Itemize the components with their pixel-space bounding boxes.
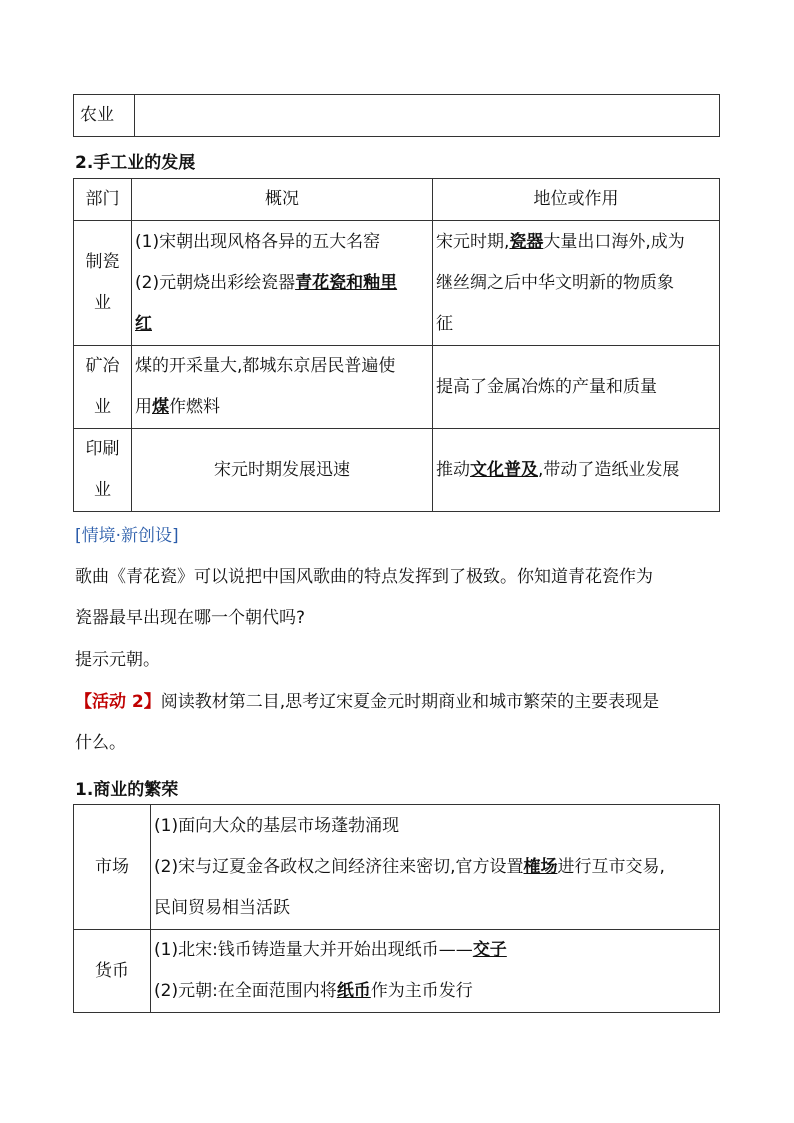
section-title-commerce: 1.商业的繁荣: [75, 780, 179, 800]
table-row: [74, 429, 720, 512]
header-overview: 概况: [132, 179, 433, 221]
table-row: [74, 805, 720, 930]
agriculture-content: [135, 95, 720, 137]
table-row: [74, 930, 720, 1013]
agriculture-table: [73, 94, 720, 137]
activity-line1: 【活动 2】阅读教材第二目,思考辽宋夏金元时期商业和城市繁荣的主要表现是: [75, 692, 660, 712]
currency-content: (1)北宋:钱币铸造量大并开始出现纸币——交子 (2)元朝:在全面范围内将纸币作为主币发行: [151, 930, 720, 1013]
overview-printing: 宋元时期发展迅速: [132, 429, 433, 512]
role-mining: 提高了金属冶炼的产量和质量: [433, 346, 720, 429]
activity-label: 【活动 2】: [75, 692, 161, 712]
header-dept: 部门: [74, 179, 132, 221]
handicraft-table: [73, 178, 720, 512]
overview-porcelain: (1)宋朝出现风格各异的五大名窑 (2)元朝烧出彩绘瓷器青花瓷和釉里 红: [132, 221, 433, 346]
role-printing: 推动文化普及,带动了造纸业发展: [433, 429, 720, 512]
table-row: [74, 221, 720, 346]
agriculture-label: 农业: [74, 95, 135, 137]
currency-label: 货币: [74, 930, 151, 1013]
role-porcelain: 宋元时期,瓷器大量出口海外,成为 继丝绸之后中华文明新的物质象 征: [433, 221, 720, 346]
section-title-handicraft: 2.手工业的发展: [75, 153, 196, 173]
commerce-table: [73, 804, 720, 1013]
dept-mining: 矿冶 业: [74, 346, 132, 429]
activity-line2: 什么。: [75, 733, 126, 753]
situation-label: [情境·新创设]: [75, 526, 179, 546]
table-row: [74, 346, 720, 429]
dept-porcelain: 制瓷 业: [74, 221, 132, 346]
overview-mining: 煤的开采量大,都城东京居民普遍使 用煤作燃料: [132, 346, 433, 429]
situation-hint: 提示元朝。: [75, 650, 160, 670]
dept-printing: 印刷 业: [74, 429, 132, 512]
market-label: 市场: [74, 805, 151, 930]
situation-text-line2: 瓷器最早出现在哪一个朝代吗?: [75, 608, 306, 628]
table-header-row: [74, 179, 720, 221]
market-content: (1)面向大众的基层市场蓬勃涌现 (2)宋与辽夏金各政权之间经济往来密切,官方设置榷场进行互市交易, 民间贸易相当活跃: [151, 805, 720, 930]
situation-text-line1: 歌曲《青花瓷》可以说把中国风歌曲的特点发挥到了极致。你知道青花瓷作为: [75, 567, 653, 587]
header-role: 地位或作用: [433, 179, 720, 221]
